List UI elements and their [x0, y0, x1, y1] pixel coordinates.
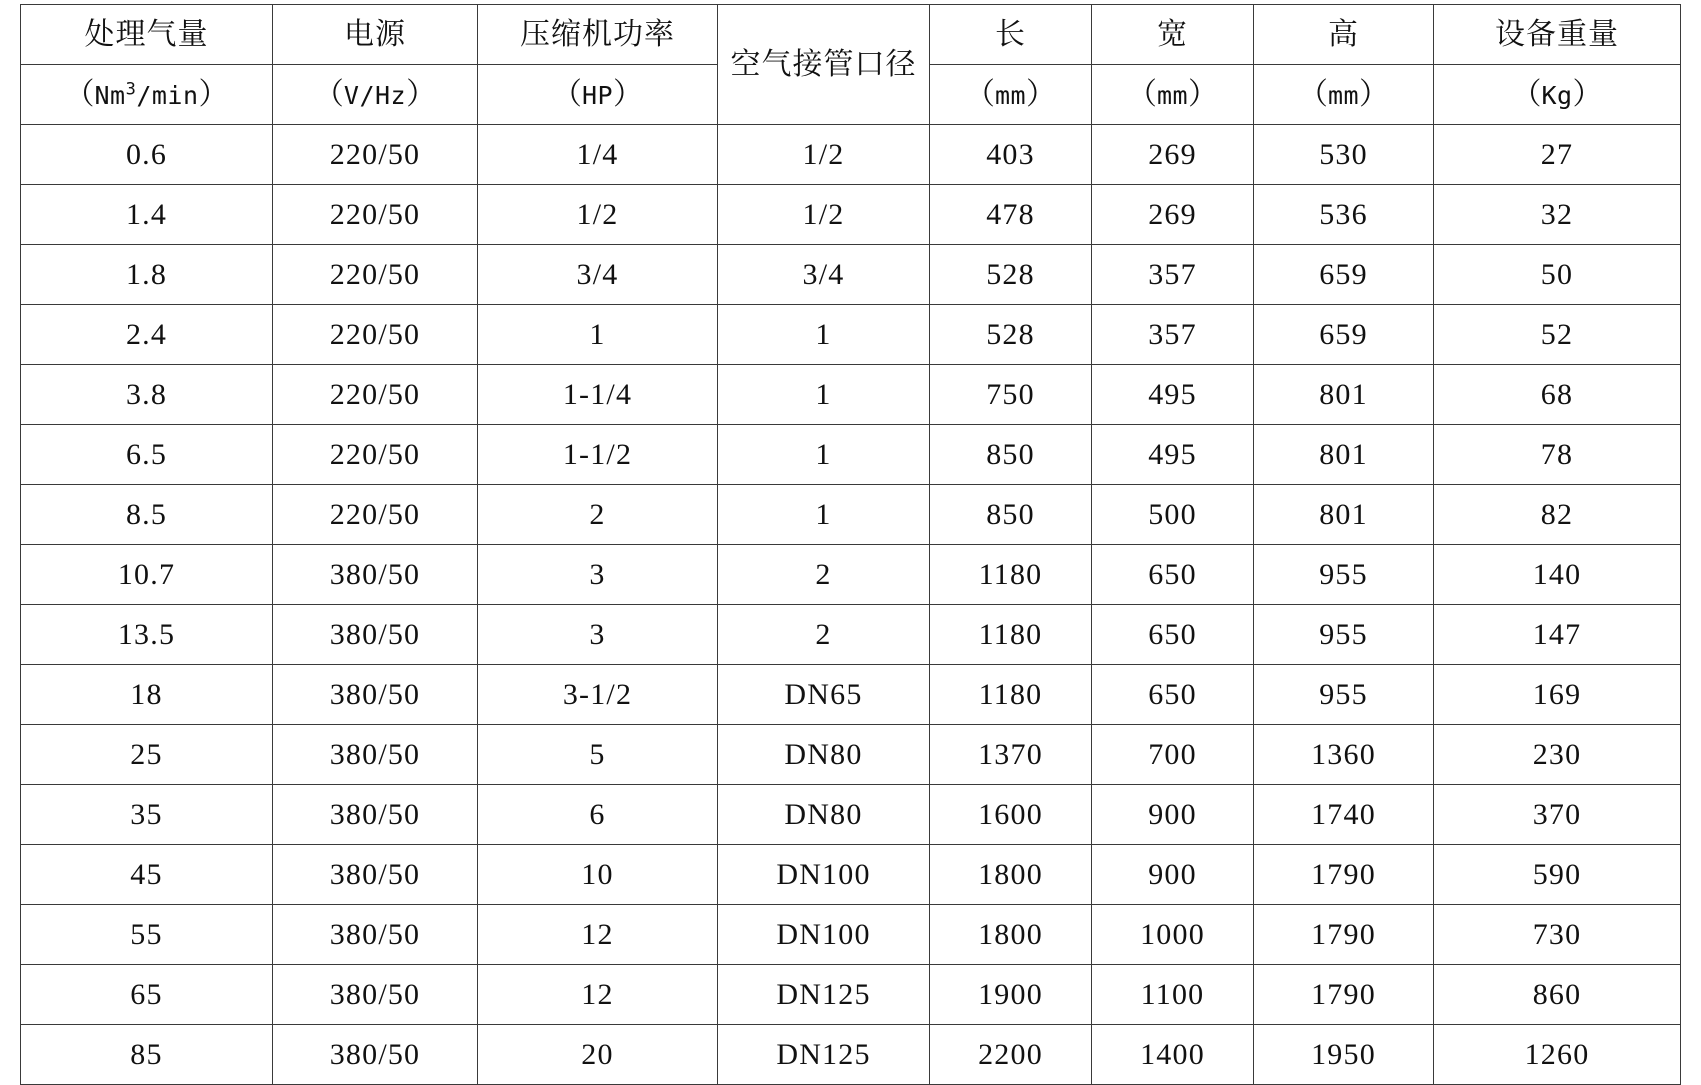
- cell-weight: 370: [1434, 785, 1681, 845]
- cell-flow: 0.6: [21, 125, 273, 185]
- cell-flow: 25: [21, 725, 273, 785]
- cell-length: 1180: [930, 605, 1092, 665]
- cell-length: 750: [930, 365, 1092, 425]
- cell-length: 1180: [930, 545, 1092, 605]
- cell-width: 1000: [1092, 905, 1254, 965]
- cell-width: 700: [1092, 725, 1254, 785]
- table-row: [21, 845, 1681, 905]
- cell-length: 1800: [930, 845, 1092, 905]
- cell-compressor-power: 12: [478, 905, 718, 965]
- cell-width: 495: [1092, 425, 1254, 485]
- cell-length: 1370: [930, 725, 1092, 785]
- cell-length: 850: [930, 485, 1092, 545]
- cell-width: 650: [1092, 665, 1254, 725]
- cell-air-connection: DN80: [718, 785, 930, 845]
- column-unit-flow: （Nm$^3$/min）: [21, 65, 273, 125]
- cell-power-supply: 220/50: [273, 365, 478, 425]
- cell-height: 801: [1254, 485, 1434, 545]
- cell-weight: 27: [1434, 125, 1681, 185]
- cell-compressor-power: 1: [478, 305, 718, 365]
- table-row: [21, 485, 1681, 545]
- table-row: [21, 425, 1681, 485]
- cell-air-connection: DN80: [718, 725, 930, 785]
- cell-air-connection: 1: [718, 305, 930, 365]
- column-unit-weight: （Kg）: [1434, 65, 1681, 125]
- cell-length: 528: [930, 305, 1092, 365]
- cell-air-connection: 1: [718, 485, 930, 545]
- column-unit-height: （mm）: [1254, 65, 1434, 125]
- column-header-flow: 处理气量: [21, 5, 273, 65]
- cell-flow: 1.4: [21, 185, 273, 245]
- column-header-power-supply: 电源: [273, 5, 478, 65]
- cell-compressor-power: 3-1/2: [478, 665, 718, 725]
- cell-height: 659: [1254, 305, 1434, 365]
- cell-width: 357: [1092, 245, 1254, 305]
- cell-power-supply: 380/50: [273, 785, 478, 845]
- cell-length: 1600: [930, 785, 1092, 845]
- cell-power-supply: 220/50: [273, 485, 478, 545]
- cell-length: 2200: [930, 1025, 1092, 1085]
- cell-flow: 55: [21, 905, 273, 965]
- cell-compressor-power: 1/4: [478, 125, 718, 185]
- cell-power-supply: 220/50: [273, 125, 478, 185]
- cell-compressor-power: 6: [478, 785, 718, 845]
- table-row: [21, 725, 1681, 785]
- cell-power-supply: 220/50: [273, 185, 478, 245]
- cell-flow: 3.8: [21, 365, 273, 425]
- cell-weight: 140: [1434, 545, 1681, 605]
- table-row: [21, 905, 1681, 965]
- column-header-compressor-power: 压缩机功率: [478, 5, 718, 65]
- cell-compressor-power: 3: [478, 545, 718, 605]
- cell-flow: 18: [21, 665, 273, 725]
- cell-flow: 13.5: [21, 605, 273, 665]
- cell-compressor-power: 5: [478, 725, 718, 785]
- cell-weight: 147: [1434, 605, 1681, 665]
- cell-power-supply: 220/50: [273, 425, 478, 485]
- cell-compressor-power: 1-1/2: [478, 425, 718, 485]
- cell-width: 495: [1092, 365, 1254, 425]
- cell-width: 1100: [1092, 965, 1254, 1025]
- column-header-width: 宽: [1092, 5, 1254, 65]
- cell-compressor-power: 1/2: [478, 185, 718, 245]
- cell-width: 357: [1092, 305, 1254, 365]
- cell-power-supply: 380/50: [273, 965, 478, 1025]
- column-unit-width: （mm）: [1092, 65, 1254, 125]
- cell-height: 801: [1254, 425, 1434, 485]
- table-body: [21, 125, 1681, 1085]
- cell-width: 500: [1092, 485, 1254, 545]
- cell-weight: 32: [1434, 185, 1681, 245]
- cell-width: 650: [1092, 545, 1254, 605]
- cell-width: 650: [1092, 605, 1254, 665]
- cell-length: 850: [930, 425, 1092, 485]
- cell-width: 269: [1092, 125, 1254, 185]
- cell-power-supply: 380/50: [273, 845, 478, 905]
- column-unit-power-supply: （V/Hz）: [273, 65, 478, 125]
- column-header-weight: 设备重量: [1434, 5, 1681, 65]
- cell-flow: 1.8: [21, 245, 273, 305]
- cell-air-connection: DN125: [718, 1025, 930, 1085]
- table-row: [21, 125, 1681, 185]
- cell-power-supply: 380/50: [273, 1025, 478, 1085]
- cell-height: 1790: [1254, 845, 1434, 905]
- cell-flow: 65: [21, 965, 273, 1025]
- table-row: [21, 965, 1681, 1025]
- cell-width: 900: [1092, 845, 1254, 905]
- cell-air-connection: 1: [718, 365, 930, 425]
- column-header-height: 高: [1254, 5, 1434, 65]
- cell-power-supply: 380/50: [273, 605, 478, 665]
- table-row: [21, 545, 1681, 605]
- table-row: [21, 305, 1681, 365]
- cell-length: 1900: [930, 965, 1092, 1025]
- cell-height: 536: [1254, 185, 1434, 245]
- table-row: [21, 1025, 1681, 1085]
- cell-air-connection: 1/2: [718, 185, 930, 245]
- table-row: [21, 665, 1681, 725]
- cell-compressor-power: 3: [478, 605, 718, 665]
- cell-height: 1790: [1254, 905, 1434, 965]
- cell-length: 528: [930, 245, 1092, 305]
- cell-compressor-power: 3/4: [478, 245, 718, 305]
- cell-flow: 10.7: [21, 545, 273, 605]
- cell-weight: 1260: [1434, 1025, 1681, 1085]
- cell-weight: 730: [1434, 905, 1681, 965]
- cell-width: 1400: [1092, 1025, 1254, 1085]
- cell-compressor-power: 12: [478, 965, 718, 1025]
- cell-air-connection: 2: [718, 545, 930, 605]
- cell-power-supply: 220/50: [273, 245, 478, 305]
- cell-power-supply: 380/50: [273, 665, 478, 725]
- cell-weight: 169: [1434, 665, 1681, 725]
- column-header-length: 长: [930, 5, 1092, 65]
- column-unit-compressor-power: （HP）: [478, 65, 718, 125]
- cell-length: 1800: [930, 905, 1092, 965]
- cell-height: 1790: [1254, 965, 1434, 1025]
- table-row: [21, 185, 1681, 245]
- cell-height: 801: [1254, 365, 1434, 425]
- cell-power-supply: 220/50: [273, 305, 478, 365]
- cell-compressor-power: 20: [478, 1025, 718, 1085]
- column-header-air-connection-diameter: 空气接管口径: [718, 5, 930, 125]
- cell-weight: 590: [1434, 845, 1681, 905]
- cell-weight: 82: [1434, 485, 1681, 545]
- table-header-row-title: [21, 5, 1681, 65]
- cell-flow: 85: [21, 1025, 273, 1085]
- cell-air-connection: 2: [718, 605, 930, 665]
- cell-flow: 8.5: [21, 485, 273, 545]
- table-row: [21, 785, 1681, 845]
- table-row: [21, 605, 1681, 665]
- cell-air-connection: DN125: [718, 965, 930, 1025]
- cell-weight: 52: [1434, 305, 1681, 365]
- cell-length: 478: [930, 185, 1092, 245]
- cell-width: 269: [1092, 185, 1254, 245]
- cell-air-connection: DN100: [718, 845, 930, 905]
- specification-table: [20, 4, 1681, 1085]
- cell-air-connection: 1: [718, 425, 930, 485]
- cell-height: 955: [1254, 605, 1434, 665]
- column-unit-length: （mm）: [930, 65, 1092, 125]
- cell-power-supply: 380/50: [273, 905, 478, 965]
- cell-height: 1360: [1254, 725, 1434, 785]
- cell-weight: 230: [1434, 725, 1681, 785]
- table-row: [21, 245, 1681, 305]
- cell-flow: 35: [21, 785, 273, 845]
- cell-width: 900: [1092, 785, 1254, 845]
- cell-height: 1950: [1254, 1025, 1434, 1085]
- cell-length: 403: [930, 125, 1092, 185]
- cell-air-connection: 1/2: [718, 125, 930, 185]
- cell-air-connection: DN100: [718, 905, 930, 965]
- cell-length: 1180: [930, 665, 1092, 725]
- cell-flow: 6.5: [21, 425, 273, 485]
- cell-compressor-power: 1-1/4: [478, 365, 718, 425]
- cell-compressor-power: 2: [478, 485, 718, 545]
- cell-weight: 78: [1434, 425, 1681, 485]
- cell-flow: 2.4: [21, 305, 273, 365]
- cell-height: 1740: [1254, 785, 1434, 845]
- cell-weight: 68: [1434, 365, 1681, 425]
- cell-height: 530: [1254, 125, 1434, 185]
- cell-flow: 45: [21, 845, 273, 905]
- cell-height: 955: [1254, 665, 1434, 725]
- cell-power-supply: 380/50: [273, 545, 478, 605]
- cell-height: 955: [1254, 545, 1434, 605]
- cell-compressor-power: 10: [478, 845, 718, 905]
- cell-height: 659: [1254, 245, 1434, 305]
- cell-weight: 50: [1434, 245, 1681, 305]
- table-row: [21, 365, 1681, 425]
- cell-air-connection: 3/4: [718, 245, 930, 305]
- cell-weight: 860: [1434, 965, 1681, 1025]
- cell-power-supply: 380/50: [273, 725, 478, 785]
- cell-air-connection: DN65: [718, 665, 930, 725]
